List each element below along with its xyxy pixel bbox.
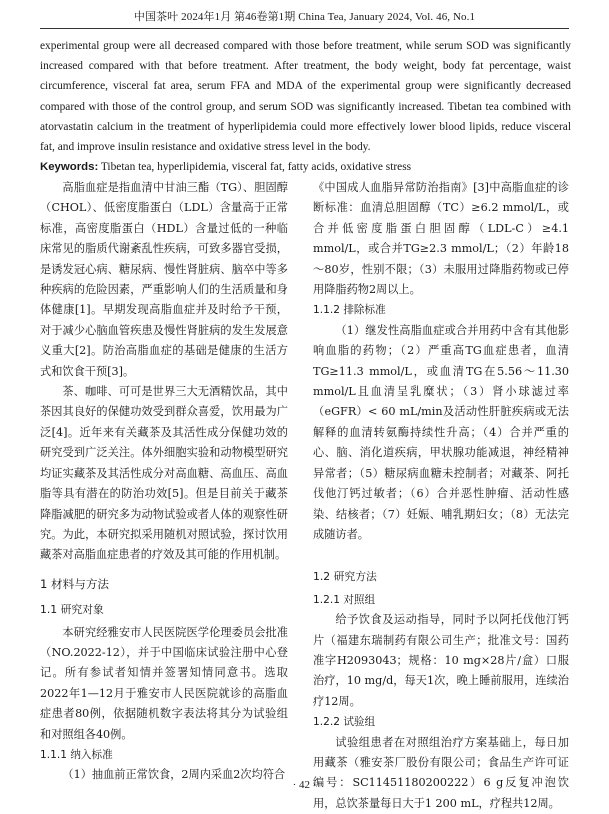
- keywords-text: Tibetan tea, hyperlipidemia, visceral fat, fatty acids, oxidative stress: [98, 161, 412, 174]
- section-1-1-1-heading: 1.1.1 纳入标准: [40, 748, 113, 761]
- left-column: [40, 178, 288, 786]
- inclusion-criteria-continued: 《中国成人血脂异常防治指南》[3]中高脂血症的诊断标准：血清总胆固醇（TC）≥6.2 mmol/L，或合并低密度脂蛋白胆固醇（LDL-C）≥4.1 mmol/L，或合并TG≥2.3 mmol/L；（2）年龄18～80岁，性别不限；（3）未服用过降脂药物或已停用降脂药物2周以上。: [313, 181, 569, 297]
- section-1-1-paragraph: 本研究经雅安市人民医院医学伦理委员会批准（NO.2022-12），并于中国临床试验注册中心登记。所有参试者知情并签署知情同意书。选取2022年1—12月于雅安市人民医院就诊的高脂血症患者80例，依据随机数字表法将其分为试验组和对照组各40例。: [40, 625, 288, 741]
- intro-paragraph-1: 高脂血症是指血清中甘油三酯（TG）、胆固醇（CHOL）、低密度脂蛋白（LDL）含量高于正常标准，高密度脂蛋白（HDL）含量过低的一种临床常见的脂质代谢紊乱性疾病，可致多器官受损，是诱发冠心病、糖尿病、慢性肾脏病、脑卒中等多种疾病的危险因素，严重影响人们的生活质量和身体健康[1]。早期发现高脂血症并及时给予干预，对于减少心脑血管疾患及慢性肾脏病的发生发展意义重大[2]。防治高脂血症的基础是健康的生活方式和饮食干预[3]。: [40, 181, 288, 378]
- section-1-2-2-paragraph: 试验组患者在对照组治疗方案基础上，每日加用藏茶（雅安茶厂股份有限公司；食品生产许可证编号：SC11451180200222）6 g反复冲泡饮用，总饮茶量每日大于1 200 mL，疗程共12周。: [313, 735, 569, 810]
- section-1-1-2-paragraph: （1）继发性高脂血症或合并用药中含有其他影响血脂的药物；（2）严重高TG血症患者，血清TG≥11.3 mmol/L，或血清TG在5.56～11.30 mmol/L且血清呈乳糜状；（3）肾小球滤过率（eGFR）< 60 mL/min及活动性肝脏疾病或无法解释的血清转氨酶持续性升高；（4）合并严重的心、脑、消化道疾病，甲状腺功能减退，神经精神异常者；（5）糖尿病血糖未控制者；对藏茶、阿托伐他汀钙过敏者；（6）合并恶性肿瘤、活动性感染、结核者；（7）妊娠、哺乳期妇女；（8）无法完成随访者。: [313, 323, 569, 541]
- column-gap: [313, 545, 569, 561]
- page-number: · 42 ·: [292, 779, 317, 791]
- keywords-label: Keywords:: [40, 161, 99, 174]
- section-1-1-2-heading: 1.1.2 排除标准: [313, 304, 386, 317]
- running-head: 中国茶叶 2024年1月 第46卷第1期 China Tea, January 2024, Vol. 46, No.1: [133, 11, 476, 23]
- right-column: [313, 178, 569, 814]
- english-abstract: [40, 36, 571, 177]
- intro-paragraph-2: 茶、咖啡、可可是世界三大无酒精饮品，其中茶因其良好的保健功效受到群众喜爱，饮用最为广泛[4]。近年来有关藏茶及其活性成分保健功效的研究受到广泛关注。体外细胞实验和动物模型研究均证实藏茶及其活性成分对高血糖、高血压、高血脂等具有潜在的防治功效[5]。但是目前关于藏茶降脂减肥的研究多为动物试验或者人体的观察性研究。为此，本研究拟采用随机对照试验，探讨饮用藏茶对高脂血症患者的疗效及其可能的作用机制。: [40, 385, 288, 562]
- section-1-2-heading: 1.2 研究方法: [313, 570, 377, 584]
- section-1-2-2-heading: 1.2.2 试验组: [313, 716, 376, 729]
- keywords-line: [40, 157, 571, 177]
- abstract-text: experimental group were all decreased compared with those before treatment, while serum SOD was significantly increased compared with that before treatment. After treatment, the body weight, body fat percentage, waist circumference, visceral fat area, serum FFA and MDA of the experimental group were significantly decreased compared with those of the control group, and serum SOD was significantly increased. Tibetan tea combined with atorvastatin calcium in the treatment of hyperlipidemia could more effectively lower blood lipids, reduce visceral fat, and improve insulin resistance and oxidative stress level in the body.: [40, 40, 571, 154]
- header-rule: [40, 28, 569, 29]
- section-1-1-heading: 1.1 研究对象: [40, 603, 104, 617]
- section-1-heading: 1 材料与方法: [40, 576, 110, 591]
- section-1-2-1-heading: 1.2.1 对照组: [313, 593, 376, 606]
- section-1-2-1-paragraph: 给予饮食及运动指导，同时予以阿托伐他汀钙片（福建东瑞制药有限公司生产；批准文号：国药准字H2093043；规格：10 mg×28片/盒）口服治疗，10 mg/d，每天1次，晚上睡前服用，连续治疗12周。: [313, 613, 569, 708]
- section-1-1-1-paragraph: （1）抽血前正常饮食，2周内采血2次均符合: [62, 768, 286, 782]
